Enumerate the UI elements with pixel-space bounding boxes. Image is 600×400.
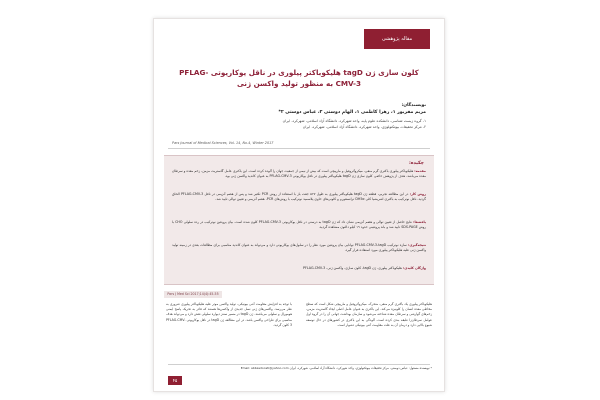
- abstract-label: نتیجه‌گیری:: [408, 243, 426, 247]
- abstract-label: مقدمه:: [414, 169, 426, 173]
- article-title: کلون سازی ژن tagD هلیکوباکتر پیلوری در ناقل یوکاریوتی PFLAG-CMV-3 به منظور تولید واکسن ژنی: [179, 68, 419, 88]
- abstract-heading: چکیده:: [408, 161, 424, 166]
- body-column-left: با توجه به افزایش مقاومت آنتی بیوتیکی، تولید واکسن موثر علیه هلیکوباکتر پیلوری ضروری به نظر می‌رسد. واکسن‌های ژنی نسل جدیدی از واکسن‌ها هستند که قادر به تحریک پاسخ ایمنی هومورال و سلولی می‌باشند. ژن tagD در مسیر سنتز دیواره سلولی نقش دارد و می‌تواند هدف مناسبی برای طراحی واکسن باشد. در این مطالعه ژن tagD در ناقل یوکاریوتی PFLAG-CMV-3 کلون گردید.: [166, 302, 292, 327]
- corresponding-author-footnote: * نویسنده مسئول: عباس دوستی، مرکز تحقیقات بیوتکنولوژی، واحد شهرکرد، دانشگاه آزاد اسلامی، شهرکرد، ایران Email: abbasdoosti@yahoo.com: [240, 366, 432, 370]
- affiliation-1: ۱- گروه زیست شناسی، دانشکده علوم پایه، واحد شهرکرد، دانشگاه آزاد اسلامی، شهرکرد، ایران: [282, 119, 426, 123]
- doi-badge: Pars J Med Sci 2017;14(4):45-55: [164, 291, 222, 298]
- abstract-results: [172, 220, 426, 231]
- abstract-introduction: [172, 169, 426, 180]
- abstract-label: روش کار:: [409, 192, 426, 196]
- abstract-text: در این مطالعه تجربی، قطعه ژن tagD هلیکوباکتر پیلوری به طول ۵۲۷ جفت باز با استفاده از روش PCR تکثیر شد و پس از هضم آنزیمی در ناقل PFLAG-CMV-3 الحاق گردید. ناقل نوترکیب به باکتری اشریشیا کلی DH5α ترانسفورم و کلونی‌های حاوی پلاسمید نوترکیب با روش‌های PCR، هضم آنزیمی و تعیین توالی تایید شد.: [172, 192, 426, 202]
- author-names: مریم مقربور ۱، زهرا کاظمی ۱، الهام دوستی ۲، عباس دوستی ۲*: [278, 110, 426, 115]
- abstract-conclusion: [172, 243, 426, 254]
- affiliation-2: ۲- مرکز تحقیقات بیوتکنولوژی، واحد شهرکرد، دانشگاه آزاد اسلامی، شهرکرد، ایران: [302, 125, 426, 129]
- journal-citation: Pars Journal of Medical Sciences, Vol. 14, No.4, Winter 2017: [172, 141, 274, 145]
- abstract-keywords: [172, 266, 426, 271]
- body-column-right: هلیکوباکتر پیلوری یک باکتری گرم منفی، متحرک، میکروآئروفیل و مارپیچی شکل است که سطح مخاطی معده انسان را کلونیزه می‌کند. این باکتری به عنوان عامل اصلی ایجاد گاستریت مزمن، زخم‌های گوارشی و سرطان معده شناخته می‌شود و سازمان بهداشت جهانی آن را در گروه اول عوامل سرطان‌زا طبقه بندی کرده است. آلودگی به این باکتری در کشورهای در حال توسعه شیوع بالایی دارد و درمان آن به علت مقاومت آنتی بیوتیکی دشوار است.: [306, 302, 432, 327]
- abstract-methods: [172, 192, 426, 203]
- keywords-text: هلیکوباکتر پیلوری، ژن tagD، کلون سازی، واکسن ژنی، PFLAG-CMV-3: [302, 266, 402, 270]
- abstract-box: [164, 155, 434, 285]
- authors-heading: نویسندگان:: [401, 103, 426, 108]
- abstract-text: سازه نوترکیب PFLAG-CMV-3-tagD توانایی بیان پروتئین مورد نظر را در سلول‌های یوکاریوتی دارد و می‌تواند به عنوان کاندید مناسبی برای مطالعات بعدی در زمینه تولید واکسن ژنی علیه هلیکوباکتر پیلوری مورد استفاده قرار گیرد.: [172, 243, 426, 253]
- divider: [168, 148, 430, 149]
- abstract-text: نتایج حاصل از تعیین توالی و هضم آنزیمی نشان داد که ژن tagD به درستی در ناقل یوکاریوتی PFLAG-CMV-3 کلون شده است. بیان پروتئین نوترکیب در رده سلولی CHO با روش SDS-PAGE تایید شد و باند پروتئینی حدود ۱۹ کیلو دالتون مشاهده گردید.: [172, 220, 426, 230]
- article-page: [153, 18, 445, 392]
- abstract-label: یافته‌ها:: [413, 220, 426, 224]
- footnote-divider: [168, 364, 430, 365]
- section-label: مقاله پژوهشی: [364, 29, 430, 49]
- keywords-label: واژگان کلیدی:: [402, 266, 426, 270]
- abstract-text: هلیکوباکتر پیلوری باکتری گرم منفی، میکروآئروفیل و مارپیچی است که بیش از نیمی از جمعیت جهان را آلوده کرده است. این باکتری عامل گاستریت مزمن، زخم معده و سرطان معده می‌باشد. هدف از پژوهش حاضر، کلون سازی ژن tagD هلیکوباکتر پیلوری در ناقل یوکاریوتی PFLAG-CMV-3 به عنوان کاندید واکسن ژنی بود.: [172, 169, 426, 179]
- page-number: ۴۵: [168, 376, 182, 385]
